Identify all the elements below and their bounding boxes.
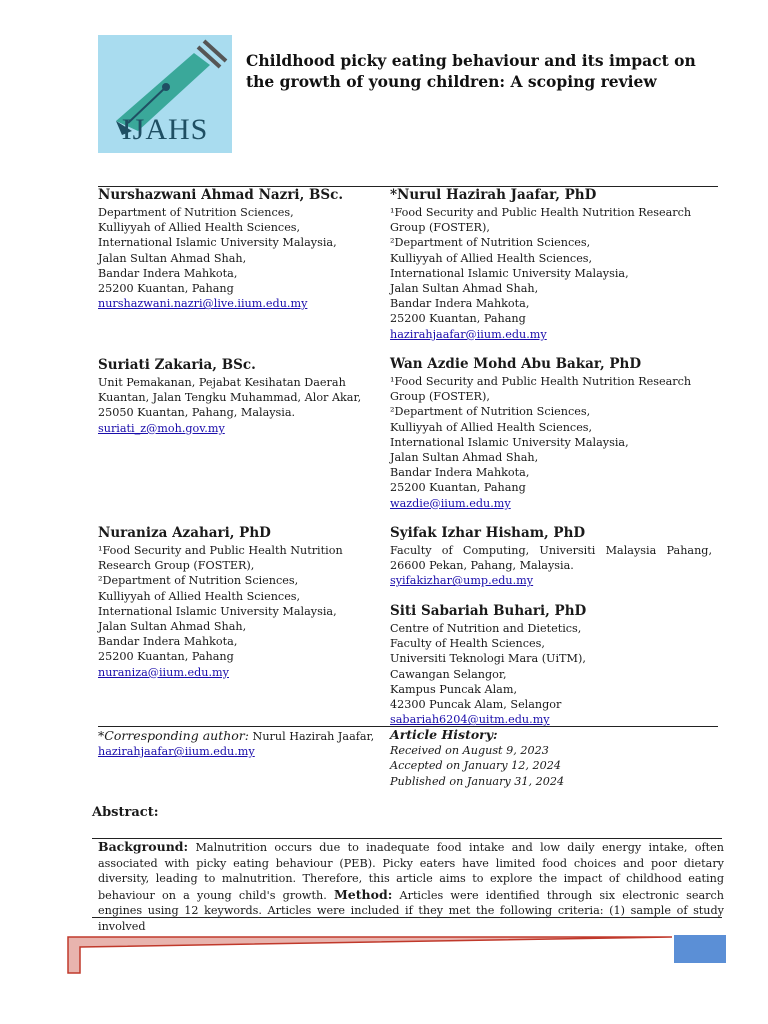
affiliation-line: ²Department of Nutrition Sciences, [390,236,591,250]
affiliation-line: Bandar Indera Mahkota, [98,266,238,280]
affiliation-line: Jalan Sultan Ahmad Shah, [98,251,247,265]
history-heading: Article History: [390,727,498,742]
affiliation-line: ²Department of Nutrition Sciences, [390,405,591,419]
author-hisham [390,525,712,589]
affiliation-line: 26600 Pekan, Pahang, Malaysia. [390,559,574,573]
author-email-link[interactable]: suriati_z@moh.gov.my [98,421,225,435]
affiliation-line: Kulliyyah of Allied Health Sciences, [390,420,593,434]
background-label: Background: [98,839,189,854]
affiliation-line: Kulliyyah of Allied Health Sciences, [98,221,301,235]
affiliation-line: 25200 Kuantan, Pahang [390,312,526,326]
affiliation-line: ¹Food Security and Public Health Nutrition Research [390,375,692,388]
background-text: Malnutrition occurs due to inadequate food intake and low daily energy intake, often associated with picky eating behaviour (PEB). Picky eaters have limited food choices and poor dietary diversity, leading to malnutrition. Therefore, this article aims to explore the impact of childhood eating behaviour on a young child's growth. [98,841,724,902]
author-email-link[interactable]: wazdie@iium.edu.my [390,496,511,510]
affiliation-line: International Islamic University Malaysia, [390,266,629,280]
footer-red-ribbon [68,937,672,973]
author-name: Nuraniza Azahari, PhD [98,525,271,541]
affiliation-line: ¹Food Security and Public Health Nutrition Research [390,206,692,219]
affiliation-line: Bandar Indera Mahkota, [390,466,530,480]
author-jaafar [390,187,720,342]
affiliation-line: International Islamic University Malaysia, [98,236,337,250]
author-zakaria [98,357,383,436]
affiliation-line: Group (FOSTER), [390,390,490,404]
page-number-box [674,935,726,963]
method-label: Method: [333,886,393,902]
affiliation-line: Unit Pemakanan, Pejabat Kesihatan Daerah [98,376,346,389]
affiliation-line: Kampus Puncak Alam, [390,682,518,696]
journal-logo [98,35,232,153]
corresponding-name: Nurul Hazirah Jaafar, [249,730,375,743]
affiliation-line: Jalan Sultan Ahmad Shah, [390,282,539,296]
author-name: Siti Sabariah Buhari, PhD [390,603,587,619]
author-azahari [98,525,383,680]
affiliation-line: International Islamic University Malaysia, [390,435,629,449]
author-name: Suriati Zakaria, BSc. [98,357,256,373]
author-name: *Nurul Hazirah Jaafar, PhD [390,187,597,203]
affiliation-line: Group (FOSTER), [390,221,490,235]
received-date: Received on August 9, 2023 [390,743,549,757]
author-nazri [98,187,383,311]
affiliation-line: Cawangan Selangor, [390,667,507,681]
affiliation-line: Faculty of Computing, Universiti Malaysia Pahang, [390,544,712,557]
corresponding-author [98,728,383,759]
author-name: Syifak Izhar Hisham, PhD [390,525,586,541]
affiliation-line: Department of Nutrition Sciences, [98,206,294,219]
abstract-body [98,839,724,934]
affiliation-line: 25200 Kuantan, Pahang [98,282,234,296]
author-email-link[interactable]: nuraniza@iium.edu.my [98,665,229,679]
footer-banner [0,925,768,985]
affiliation-line: 25200 Kuantan, Pahang [98,650,234,664]
affiliation-line: 25050 Kuantan, Pahang, Malaysia. [98,406,296,420]
affiliation-line: Kulliyyah of Allied Health Sciences, [390,251,593,265]
article-history [390,727,725,789]
affiliation-line: Centre of Nutrition and Dietetics, [390,622,582,635]
author-email-link[interactable]: nurshazwani.nazri@live.iium.edu.my [98,297,308,311]
affiliation-line: ²Department of Nutrition Sciences, [98,574,299,588]
affiliation-line: Jalan Sultan Ahmad Shah, [98,620,247,634]
affiliation-line: International Islamic University Malaysia, [98,604,337,618]
abstract-heading: Abstract: [92,805,159,820]
abstract-bottom-rule [92,917,722,918]
accepted-date: Accepted on January 12, 2024 [390,759,562,772]
affiliation-line: Bandar Indera Mahkota, [98,635,238,649]
corresponding-label: *Corresponding author: [98,728,249,743]
affiliation-line: 25200 Kuantan, Pahang [390,481,526,495]
logo-text: IJAHS [121,113,209,146]
affiliation-line: Bandar Indera Mahkota, [390,297,530,311]
author-email-link[interactable]: syifakizhar@ump.edu.my [390,574,534,588]
method-text: Articles were identified through six electronic search engines using 12 keywords. Articles were included if they met the following criteria: (1) sample of study involved [98,888,725,933]
author-email-link[interactable]: hazirahjaafar@iium.edu.my [390,327,547,341]
author-name: Wan Azdie Mohd Abu Bakar, PhD [390,356,642,372]
affiliation-line: Kulliyyah of Allied Health Sciences, [98,589,301,603]
affiliation-line: ¹Food Security and Public Health Nutrition [98,544,343,557]
author-abu-bakar [390,356,720,511]
corresponding-email-link[interactable]: hazirahjaafar@iium.edu.my [98,745,255,759]
affiliation-line: Kuantan, Jalan Tengku Muhammad, Alor Akar, [98,391,362,405]
affiliation-line: Jalan Sultan Ahmad Shah, [390,451,539,465]
affiliation-line: Universiti Teknologi Mara (UiTM), [390,652,586,666]
published-date: Published on January 31, 2024 [390,774,565,788]
affiliation-line: Faculty of Health Sciences, [390,637,545,651]
author-email-link[interactable]: sabariah6204@uitm.edu.my [390,713,550,727]
paper-title: Childhood picky eating behaviour and its impact on the growth of young children: A scoping review [246,51,696,91]
affiliation-line: 42300 Puncak Alam, Selangor [390,698,562,712]
author-buhari [390,603,720,727]
author-name: Nurshazwani Ahmad Nazri, BSc. [98,187,344,203]
affiliation-line: Research Group (FOSTER), [98,559,255,573]
